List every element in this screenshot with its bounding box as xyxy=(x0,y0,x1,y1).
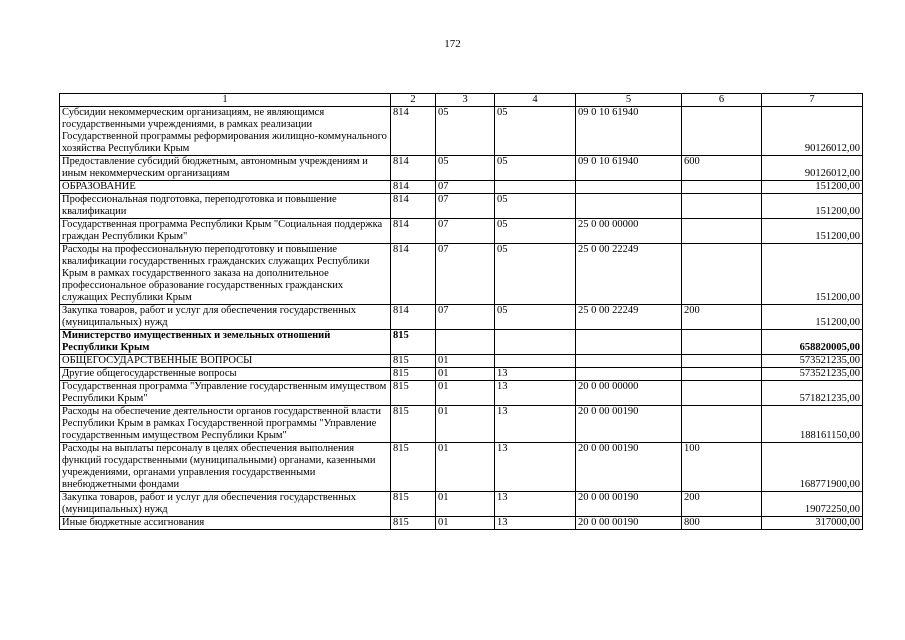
row-col-6 xyxy=(682,194,762,219)
row-col-5: 09 0 10 61940 xyxy=(576,156,682,181)
row-col-4: 05 xyxy=(495,244,576,305)
row-name: ОБЩЕГОСУДАРСТВЕННЫЕ ВОПРОСЫ xyxy=(60,355,391,368)
row-name: Расходы на выплаты персоналу в целях обеспечения выполнения функций государственными (муниципальными) органами, казенными учреждениями, органами управления государственными внебюджетными фондами xyxy=(60,443,391,492)
row-amount: 151200,00 xyxy=(762,194,863,219)
table-row xyxy=(60,443,863,492)
header-col-3: 3 xyxy=(436,94,495,107)
row-name: Профессиональная подготовка, переподготовка и повышение квалификации xyxy=(60,194,391,219)
row-col-4: 13 xyxy=(495,406,576,443)
row-col-5: 20 0 00 00000 xyxy=(576,381,682,406)
row-col-4: 05 xyxy=(495,305,576,330)
row-name: ОБРАЗОВАНИЕ xyxy=(60,181,391,194)
table-header-row xyxy=(60,94,863,107)
row-col-2: 815 xyxy=(391,330,436,355)
row-col-4: 13 xyxy=(495,443,576,492)
table-row xyxy=(60,330,863,355)
table-row xyxy=(60,219,863,244)
row-col-6 xyxy=(682,406,762,443)
row-name: Закупка товаров, работ и услуг для обеспечения государственных (муниципальных) нужд xyxy=(60,492,391,517)
table-row xyxy=(60,181,863,194)
row-col-3: 01 xyxy=(436,517,495,530)
row-col-5: 20 0 00 00190 xyxy=(576,443,682,492)
row-col-3: 01 xyxy=(436,443,495,492)
row-col-2: 814 xyxy=(391,156,436,181)
row-col-3: 07 xyxy=(436,194,495,219)
row-col-6: 200 xyxy=(682,492,762,517)
row-col-4: 05 xyxy=(495,194,576,219)
row-col-2: 814 xyxy=(391,244,436,305)
row-col-3: 01 xyxy=(436,492,495,517)
row-col-2: 814 xyxy=(391,107,436,156)
row-col-3: 01 xyxy=(436,406,495,443)
row-col-3: 07 xyxy=(436,244,495,305)
row-col-3: 07 xyxy=(436,305,495,330)
row-col-5: 25 0 00 22249 xyxy=(576,244,682,305)
row-col-5 xyxy=(576,368,682,381)
row-amount: 573521235,00 xyxy=(762,355,863,368)
row-name: Иные бюджетные ассигнования xyxy=(60,517,391,530)
row-name: Расходы на профессиональную переподготовку и повышение квалификации государственных гражданских служащих Республики Крым в рамках государственного заказа на дополнительное профессиональное образование государственных гражданских служащих Республики Крым xyxy=(60,244,391,305)
row-col-2: 815 xyxy=(391,492,436,517)
table-row xyxy=(60,381,863,406)
row-amount: 151200,00 xyxy=(762,219,863,244)
row-amount: 168771900,00 xyxy=(762,443,863,492)
row-col-2: 814 xyxy=(391,305,436,330)
row-col-3: 01 xyxy=(436,355,495,368)
row-col-5: 20 0 00 00190 xyxy=(576,492,682,517)
row-col-6 xyxy=(682,107,762,156)
table-row xyxy=(60,368,863,381)
budget-table xyxy=(59,93,863,530)
row-col-5: 25 0 00 22249 xyxy=(576,305,682,330)
row-name: Министерство имущественных и земельных отношений Республики Крым xyxy=(60,330,391,355)
row-col-3: 05 xyxy=(436,107,495,156)
table-row xyxy=(60,107,863,156)
row-col-4: 13 xyxy=(495,368,576,381)
row-col-6: 100 xyxy=(682,443,762,492)
row-col-3: 07 xyxy=(436,181,495,194)
table-row xyxy=(60,492,863,517)
row-name: Другие общегосударственные вопросы xyxy=(60,368,391,381)
row-amount: 317000,00 xyxy=(762,517,863,530)
row-amount: 19072250,00 xyxy=(762,492,863,517)
row-col-6 xyxy=(682,181,762,194)
header-col-1: 1 xyxy=(60,94,391,107)
row-col-4: 13 xyxy=(495,517,576,530)
row-col-6 xyxy=(682,355,762,368)
row-col-4: 05 xyxy=(495,107,576,156)
row-col-6 xyxy=(682,244,762,305)
row-col-2: 815 xyxy=(391,517,436,530)
row-amount: 151200,00 xyxy=(762,244,863,305)
row-col-3: 01 xyxy=(436,368,495,381)
row-col-3: 01 xyxy=(436,381,495,406)
row-col-3: 07 xyxy=(436,219,495,244)
table-row xyxy=(60,406,863,443)
row-col-2: 814 xyxy=(391,219,436,244)
row-name: Закупка товаров, работ и услуг для обеспечения государственных (муниципальных) нужд xyxy=(60,305,391,330)
row-col-6: 600 xyxy=(682,156,762,181)
row-col-4: 05 xyxy=(495,156,576,181)
row-amount: 658820005,00 xyxy=(762,330,863,355)
row-amount: 573521235,00 xyxy=(762,368,863,381)
row-col-2: 815 xyxy=(391,368,436,381)
row-amount: 90126012,00 xyxy=(762,107,863,156)
row-col-2: 815 xyxy=(391,443,436,492)
row-col-5 xyxy=(576,355,682,368)
row-name: Государственная программа "Управление государственным имуществом Республики Крым" xyxy=(60,381,391,406)
row-col-5: 09 0 10 61940 xyxy=(576,107,682,156)
row-name: Субсидии некоммерческим организациям, не являющимся государственными учреждениями, в рамках реализации Государственной программы реформирования жилищно-коммунального хозяйства Республики Крым xyxy=(60,107,391,156)
row-amount: 151200,00 xyxy=(762,305,863,330)
header-col-2: 2 xyxy=(391,94,436,107)
row-col-6 xyxy=(682,368,762,381)
table-row xyxy=(60,244,863,305)
header-col-4: 4 xyxy=(495,94,576,107)
row-name: Расходы на обеспечение деятельности органов государственной власти Республики Крым в рамках Государственной программы "Управление государственным имуществом Республики Крым" xyxy=(60,406,391,443)
row-col-4: 13 xyxy=(495,492,576,517)
row-col-5: 20 0 00 00190 xyxy=(576,406,682,443)
row-col-6: 800 xyxy=(682,517,762,530)
row-col-5: 20 0 00 00190 xyxy=(576,517,682,530)
row-amount: 90126012,00 xyxy=(762,156,863,181)
row-col-2: 815 xyxy=(391,406,436,443)
table-row xyxy=(60,194,863,219)
header-col-7: 7 xyxy=(762,94,863,107)
row-col-5 xyxy=(576,181,682,194)
row-col-6: 200 xyxy=(682,305,762,330)
row-amount: 151200,00 xyxy=(762,181,863,194)
page-number: 172 xyxy=(444,38,461,50)
row-col-4 xyxy=(495,181,576,194)
row-amount: 571821235,00 xyxy=(762,381,863,406)
row-amount: 188161150,00 xyxy=(762,406,863,443)
row-col-6 xyxy=(682,330,762,355)
row-col-2: 814 xyxy=(391,181,436,194)
row-col-6 xyxy=(682,219,762,244)
table-row xyxy=(60,305,863,330)
row-col-2: 814 xyxy=(391,194,436,219)
row-col-2: 815 xyxy=(391,355,436,368)
row-col-2: 815 xyxy=(391,381,436,406)
row-col-5 xyxy=(576,194,682,219)
row-name: Государственная программа Республики Крым "Социальная поддержка граждан Республики Крым" xyxy=(60,219,391,244)
row-col-3: 05 xyxy=(436,156,495,181)
header-col-6: 6 xyxy=(682,94,762,107)
row-col-5: 25 0 00 00000 xyxy=(576,219,682,244)
table-row xyxy=(60,355,863,368)
row-col-3 xyxy=(436,330,495,355)
header-col-5: 5 xyxy=(576,94,682,107)
row-col-5 xyxy=(576,330,682,355)
row-col-4 xyxy=(495,330,576,355)
row-col-6 xyxy=(682,381,762,406)
row-name: Предоставление субсидий бюджетным, автономным учреждениям и иным некоммерческим организациям xyxy=(60,156,391,181)
table-row xyxy=(60,517,863,530)
row-col-4: 13 xyxy=(495,381,576,406)
row-col-4: 05 xyxy=(495,219,576,244)
table-row xyxy=(60,156,863,181)
row-col-4 xyxy=(495,355,576,368)
